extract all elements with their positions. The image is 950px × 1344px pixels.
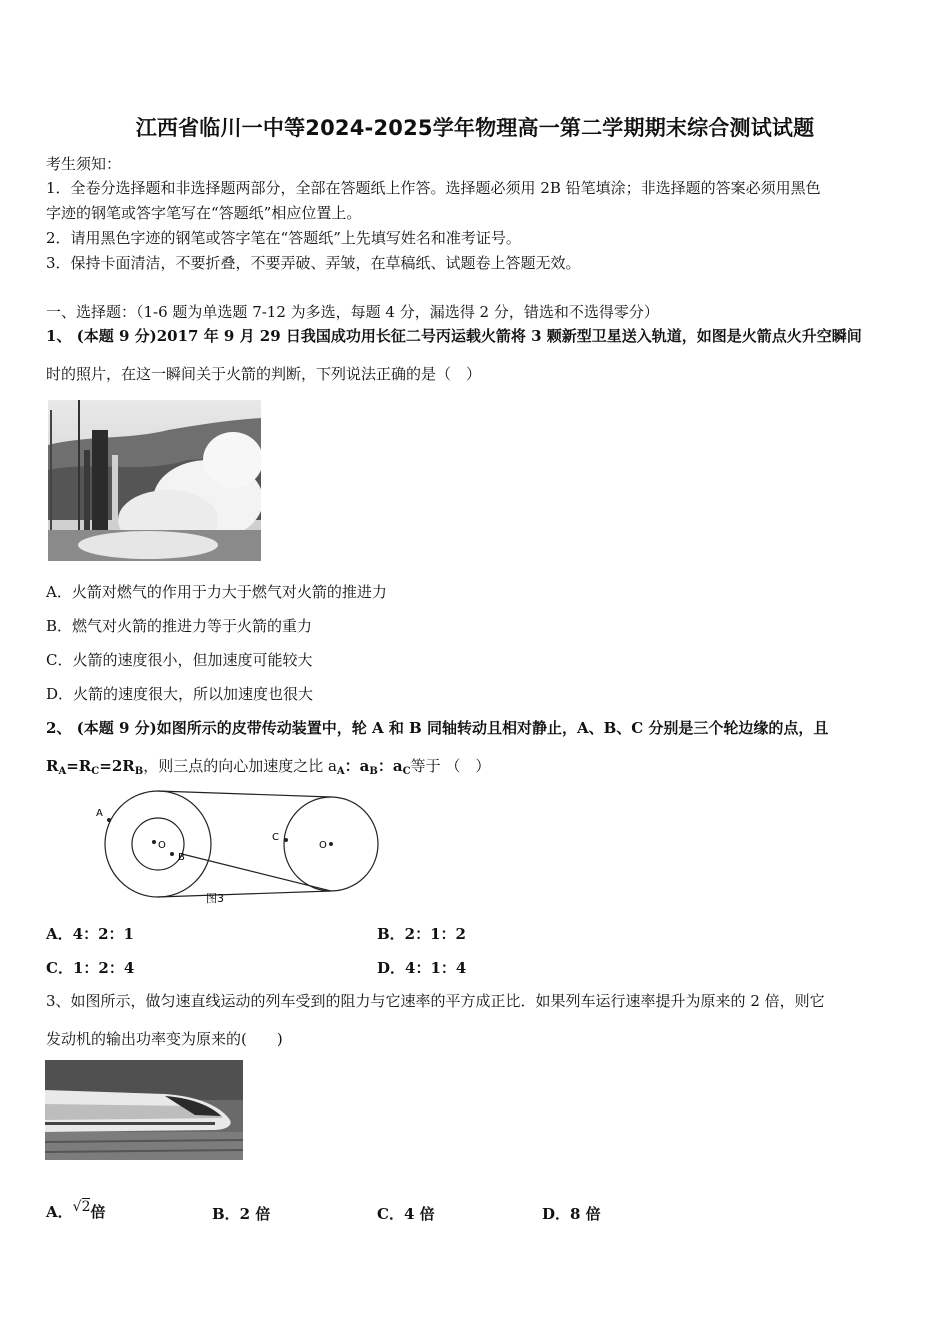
q3-stem-a: 3、如图所示，做匀速直线运动的列车受到的阻力与它速率的平方成正比．如果列车运行速率提升为原来的 2 倍，则它	[46, 992, 825, 1010]
figure-caption: 图3	[206, 892, 224, 905]
q1-stem-a: 1、 (本题 9 分)2017 年 9 月 29 日我国成功用长征二号丙运载火箭将 3 颗新型卫星送入轨道，如图是火箭点火升空瞬间	[46, 327, 862, 345]
q3-option-d: D．8 倍	[542, 1205, 601, 1223]
q1-option-c: C．火箭的速度很小，但加速度可能较大	[46, 651, 313, 669]
q2-option-a: A．4：2：1	[46, 925, 134, 943]
point-b-label: B	[178, 852, 185, 863]
page-title: 江西省临川一中等2024-2025学年物理高一第二学期期末综合测试试题	[135, 116, 815, 140]
q2-option-d: D．4：1：4	[377, 959, 467, 977]
rocket-launch-photo	[48, 400, 261, 561]
q1-option-b: B．燃气对火箭的推进力等于火箭的重力	[46, 617, 313, 635]
axle-o2-label: O	[319, 840, 327, 851]
point-a-label: A	[96, 808, 103, 819]
q2-option-b: B．2：1：2	[377, 925, 466, 943]
notice-line-2: 2．请用黑色字迹的钢笔或答字笔在“答题纸”上先填写姓名和准考证号。	[46, 229, 521, 247]
q3-option-a: A．√2倍	[46, 1199, 106, 1221]
q1-option-a: A．火箭对燃气的作用于力大于燃气对火箭的推进力	[46, 583, 387, 601]
notice-line-1b: 字迹的钢笔或答字笔写在“答题纸”相应位置上。	[46, 204, 362, 222]
axle-o-label: O	[158, 840, 166, 851]
point-c-label: C	[272, 832, 279, 843]
q2-stem-b: $R_A=R_C=2R_B$，则三点的向心加速度之比 $a_A$：$a_B$：$a_C$等于 （ ）	[46, 757, 491, 777]
q3-option-b: B．2 倍	[212, 1205, 271, 1223]
belt-drive-diagram	[90, 788, 390, 910]
notice-line-1a: 1．全卷分选择题和非选择题两部分，全部在答题纸上作答。选择题必须用 2B 铅笔填涂；非选择题的答案必须用黑色	[46, 179, 821, 197]
q3-option-c: C．4 倍	[377, 1205, 435, 1223]
notice-line-3: 3．保持卡面清洁，不要折叠，不要弄破、弄皱，在草稿纸、试题卷上答题无效。	[46, 254, 581, 272]
q3-stem-b: 发动机的输出功率变为原来的( )	[46, 1030, 283, 1048]
q1-option-d: D．火箭的速度很大，所以加速度也很大	[46, 685, 314, 703]
q1-stem-b: 时的照片，在这一瞬间关于火箭的判断，下列说法正确的是（ ）	[46, 365, 482, 383]
section-heading: 一、选择题：（1-6 题为单选题 7-12 为多选，每题 4 分，漏选得 2 分，错选和不选得零分）	[46, 303, 659, 321]
sqrt-sign: √2	[72, 1199, 91, 1215]
q2-option-c: C．1：2：4	[46, 959, 135, 977]
q2-stem-a: 2、 (本题 9 分)如图所示的皮带传动装置中，轮 A 和 B 同轴转动且相对静止，A、B、C 分别是三个轮边缘的点，且	[46, 719, 829, 737]
high-speed-train-photo	[45, 1060, 243, 1160]
notice-heading: 考生须知：	[46, 155, 122, 173]
